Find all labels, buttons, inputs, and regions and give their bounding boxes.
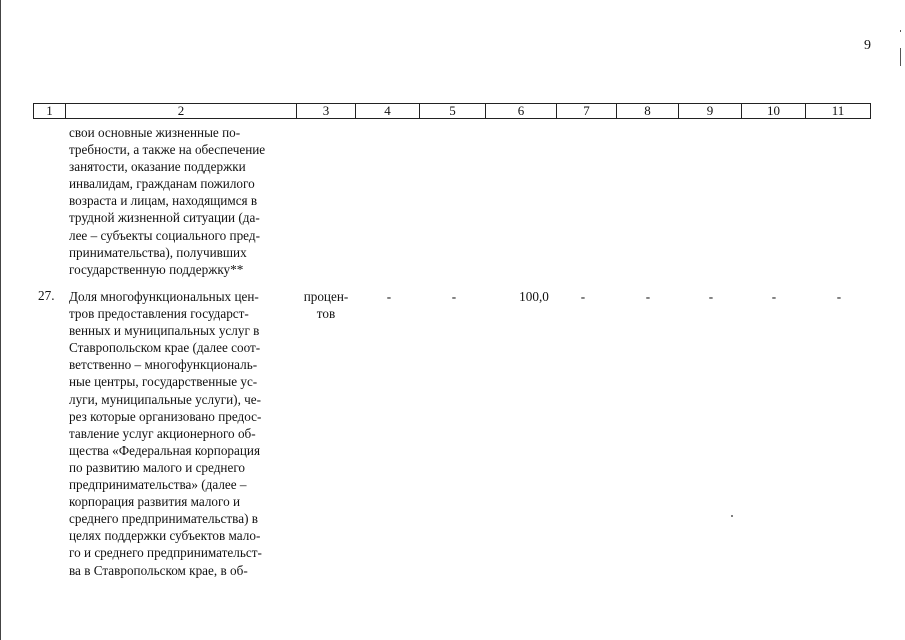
scan-mark bbox=[900, 30, 901, 32]
row-27-value-col-5: - bbox=[451, 289, 457, 304]
header-col-7: 7 bbox=[556, 103, 617, 119]
text-line: венных и муниципальных услуг в bbox=[69, 323, 260, 339]
row-27-value-col-9: - bbox=[708, 289, 714, 304]
text-line: Доля многофункциональных цен- bbox=[69, 289, 259, 304]
text-line: принимательства), получивших bbox=[69, 244, 247, 260]
header-col-6: 6 bbox=[485, 103, 557, 119]
row-27-value-col-10: - bbox=[771, 289, 777, 304]
text-line: ные центры, государственные ус- bbox=[69, 374, 258, 390]
text-line: свои основные жизненные по- bbox=[69, 125, 241, 140]
header-col-2: 2 bbox=[65, 103, 297, 119]
text-line: тров предоставления государст- bbox=[69, 306, 249, 322]
text-line: рез которые организовано предос- bbox=[69, 408, 262, 424]
text-line: возраста и лицам, находящимся в bbox=[69, 193, 258, 209]
header-col-11: 11 bbox=[805, 103, 871, 119]
text-line: щества «Федеральная корпорация bbox=[69, 442, 261, 458]
header-col-9: 9 bbox=[678, 103, 742, 119]
row-27-indicator-text bbox=[69, 288, 295, 579]
header-col-1: 1 bbox=[33, 103, 66, 119]
page-number: 9 bbox=[864, 38, 871, 53]
text-line: требности, а также на обеспечение bbox=[69, 142, 266, 158]
text-line: среднего предпринимательства) в bbox=[69, 511, 258, 527]
header-col-3: 3 bbox=[296, 103, 356, 119]
text-line: предпринимательства» (далее – bbox=[69, 477, 247, 493]
text-line: по развитию малого и среднего bbox=[69, 459, 246, 475]
text-line: го и среднего предпринимательст- bbox=[69, 545, 262, 561]
header-col-8: 8 bbox=[616, 103, 679, 119]
text-line: инвалидам, гражданам пожилого bbox=[69, 176, 255, 192]
row-27-unit bbox=[300, 288, 352, 322]
text-line: ветственно – многофункциональ- bbox=[69, 357, 258, 373]
header-col-10: 10 bbox=[741, 103, 806, 119]
text-line: ва в Ставропольском крае, в об- bbox=[69, 562, 248, 578]
text-line: тавление услуг акционерного об- bbox=[69, 425, 256, 441]
row-27-number: 27. bbox=[38, 288, 55, 303]
row-27-value-col-7: - bbox=[580, 289, 586, 304]
scan-mark bbox=[900, 48, 901, 66]
page-left-edge bbox=[0, 0, 1, 640]
text-line: луги, муниципальные услуги), че- bbox=[69, 391, 262, 407]
text-line: корпорация развития малого и bbox=[69, 494, 241, 510]
text-line: целях поддержки субъектов мало- bbox=[69, 528, 261, 544]
row-27-value-col-4: - bbox=[386, 289, 392, 304]
header-col-5: 5 bbox=[419, 103, 486, 119]
text-line: Ставропольском крае (далее соот- bbox=[69, 340, 261, 356]
scan-speck bbox=[731, 515, 733, 517]
row-27-value-col-6: 100,0 bbox=[519, 289, 549, 304]
header-col-4: 4 bbox=[355, 103, 420, 119]
text-line: занятости, оказание поддержки bbox=[69, 159, 246, 175]
row-27-value-col-11: - bbox=[836, 289, 842, 304]
row-27-value-col-8: - bbox=[645, 289, 651, 304]
continuation-indicator-text bbox=[69, 124, 295, 278]
unit-line: тов bbox=[316, 306, 336, 322]
text-line: лее – субъекты социального пред- bbox=[69, 227, 260, 243]
text-line: государственную поддержку** bbox=[69, 261, 244, 277]
unit-line: процен- bbox=[303, 289, 349, 304]
text-line: трудной жизненной ситуации (да- bbox=[69, 210, 260, 226]
